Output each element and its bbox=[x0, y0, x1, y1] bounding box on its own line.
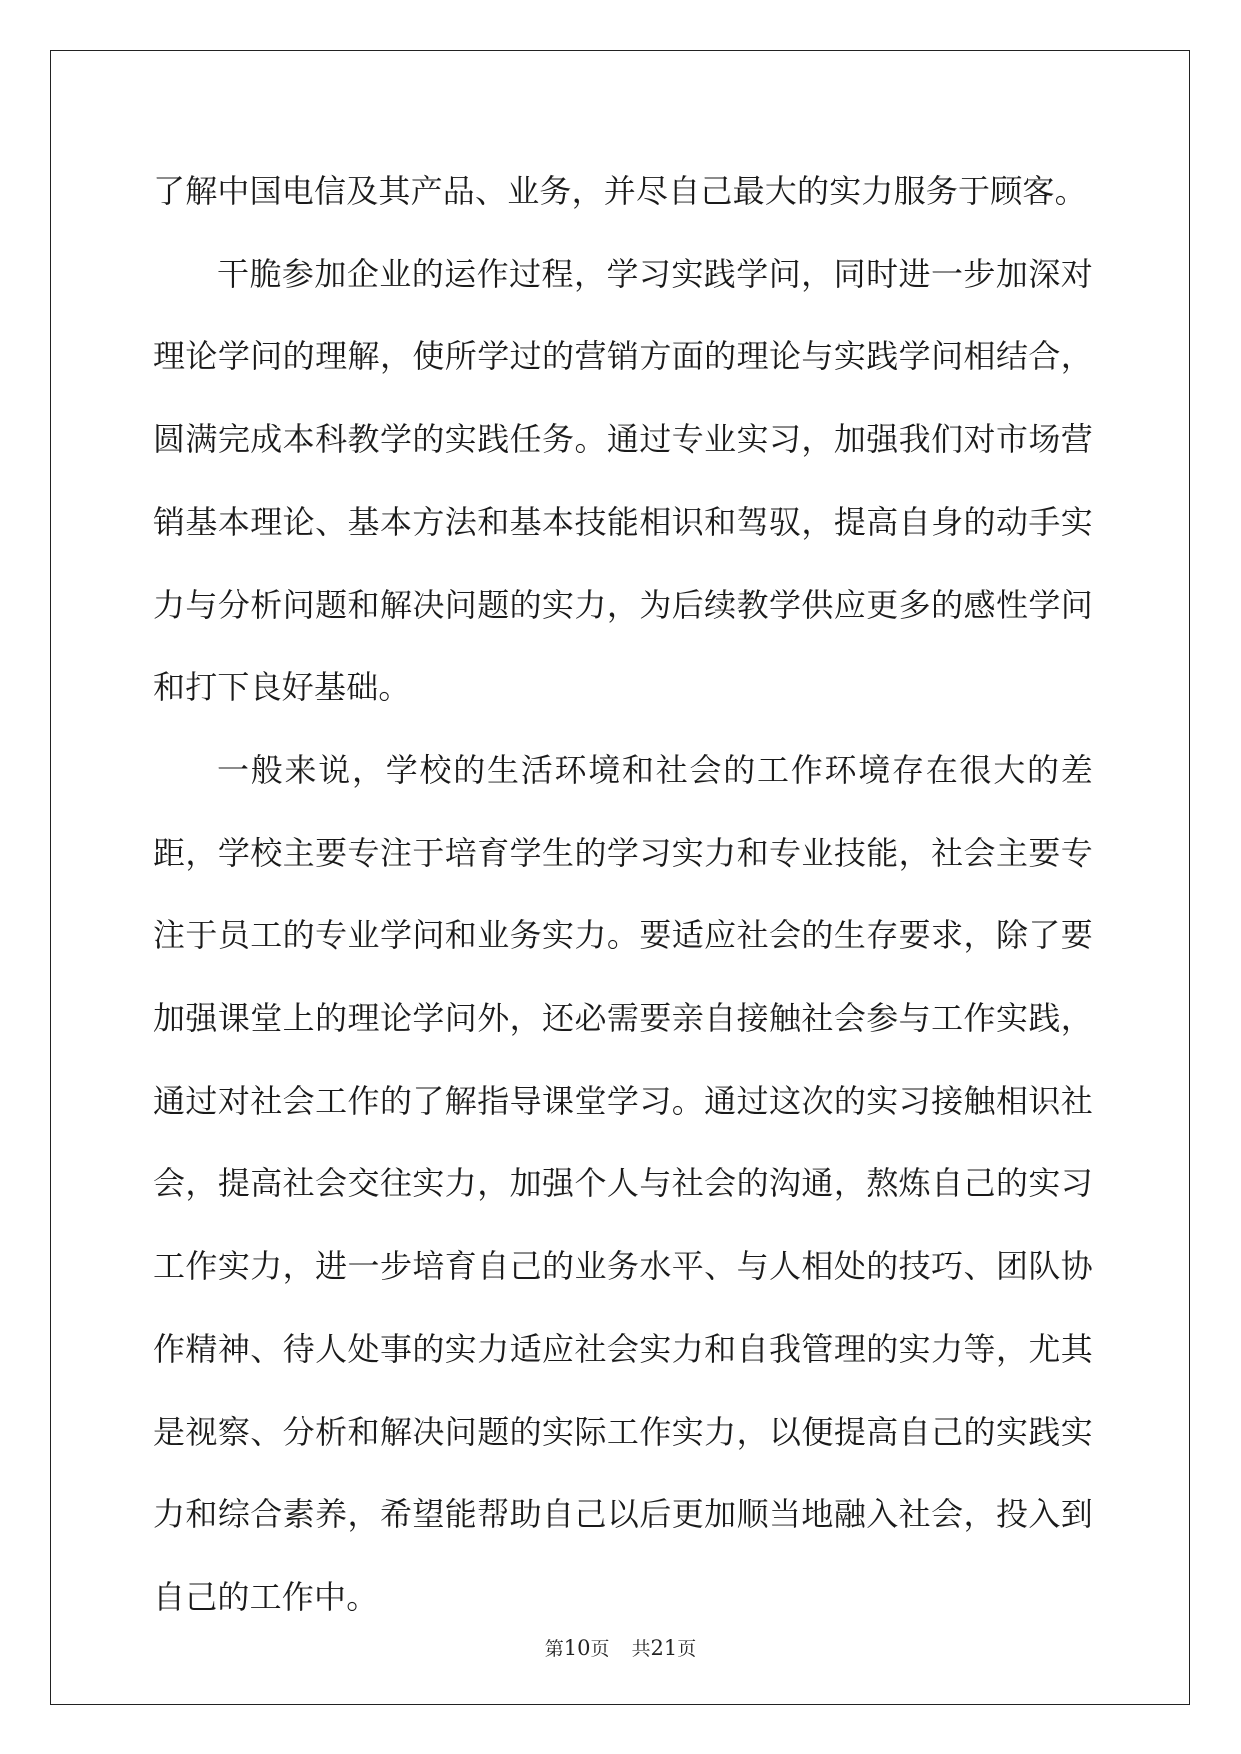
page-footer bbox=[0, 1636, 1241, 1661]
paragraph-2: 干脆参加企业的运作过程，学习实践学问，同时进一步加深对理论学问的理解，使所学过的营销方面的理论与实践学问相结合，圆满完成本科教学的实践任务。通过专业实习，加强我们对市场营销基本理论、基本方法和基本技能相识和驾驭，提高自身的动手实力与分析问题和解决问题的实力，为后续教学供应更多的感性学问和打下良好基础。 bbox=[153, 254, 1093, 707]
total-pages: 21 bbox=[650, 1636, 678, 1660]
document-body bbox=[153, 150, 1093, 1639]
paragraph-1: 了解中国电信及其产品、业务，并尽自己最大的实力服务于顾客。 bbox=[153, 172, 1087, 210]
page-number: 10 bbox=[563, 1636, 591, 1660]
total-suffix: 页 bbox=[677, 1638, 697, 1660]
page-suffix: 页 bbox=[590, 1638, 610, 1660]
paragraph-3: 一般来说，学校的生活环境和社会的工作环境存在很大的差距，学校主要专注于培育学生的学习实力和专业技能，社会主要专注于员工的专业学问和业务实力。要适应社会的生存要求，除了要加强课堂上的理论学问外，还必需要亲自接触社会参与工作实践，通过对社会工作的了解指导课堂学习。通过这次的实习接触相识社会，提高社会交往实力，加强个人与社会的沟通，熬炼自己的实习工作实力，进一步培育自己的业务水平、与人相处的技巧、团队协作精神、待人处事的实力适应社会实力和自我管理的实力等，尤其是视察、分析和解决问题的实际工作实力，以便提高自己的实践实力和综合素养，希望能帮助自己以后更加顺当地融入社会，投入到自己的工作中。 bbox=[153, 750, 1093, 1616]
total-prefix: 共 bbox=[631, 1638, 651, 1660]
page-prefix: 第 bbox=[544, 1638, 564, 1660]
